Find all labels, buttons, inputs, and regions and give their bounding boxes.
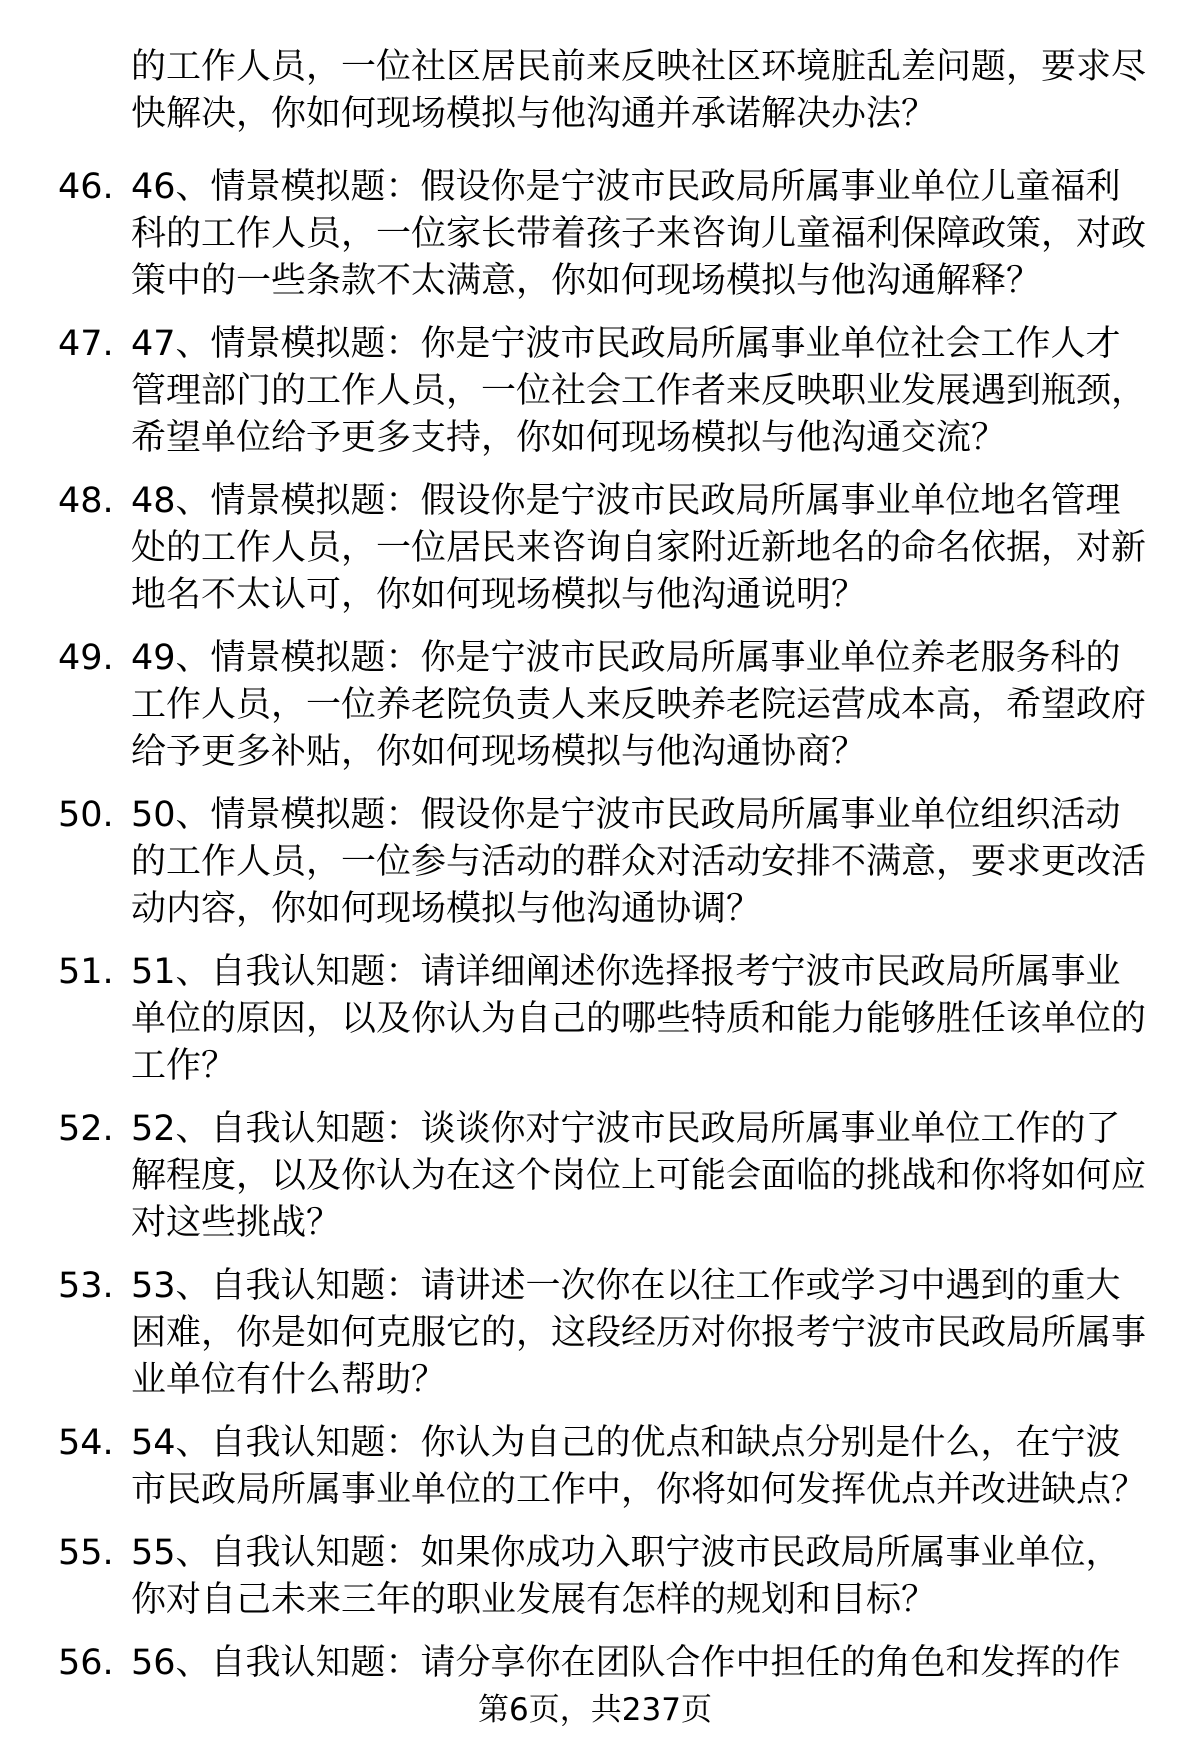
continuation-text: 的工作人员，一位社区居民前来反映社区环境脏乱差问题，要求尽快解决，你如何现场模拟与他沟通并承诺解决办法？: [131, 47, 1147, 134]
list-item: [0, 1640, 1190, 1687]
list-item: [0, 1263, 1190, 1404]
item-text: 52、自我认知题：谈谈你对宁波市民政局所属事业单位工作的了解程度，以及你认为在这个岗位上可能会面临的挑战和你将如何应对这些挑战？: [131, 1109, 1147, 1243]
item-number: 47.: [58, 324, 114, 364]
list-item: [0, 949, 1190, 1090]
item-number: 46.: [58, 167, 114, 207]
list-item-continuation: [0, 44, 1190, 138]
item-number: 53.: [58, 1266, 114, 1306]
item-text: 48、情景模拟题：假设你是宁波市民政局所属事业单位地名管理处的工作人员，一位居民来咨询自家附近新地名的命名依据，对新地名不太认可，你如何现场模拟与他沟通说明？: [131, 481, 1147, 615]
question-list: [0, 44, 1190, 1703]
item-text: 49、情景模拟题：你是宁波市民政局所属事业单位养老服务科的工作人员，一位养老院负责人来反映养老院运营成本高，希望政府给予更多补贴，你如何现场模拟与他沟通协商？: [131, 638, 1147, 772]
item-number: 48.: [58, 481, 114, 521]
list-item: [0, 1106, 1190, 1247]
item-text: 50、情景模拟题：假设你是宁波市民政局所属事业单位组织活动的工作人员，一位参与活动的群众对活动安排不满意，要求更改活动内容，你如何现场模拟与他沟通协调？: [131, 795, 1147, 929]
list-item: [0, 792, 1190, 933]
item-text: 54、自我认知题：你认为自己的优点和缺点分别是什么，在宁波市民政局所属事业单位的工作中，你将如何发挥优点并改进缺点？: [131, 1423, 1147, 1510]
list-item: [0, 164, 1190, 305]
item-number: 52.: [58, 1109, 114, 1149]
list-item: [0, 1530, 1190, 1624]
item-text: 56、自我认知题：请分享你在团队合作中担任的角色和发挥的作: [131, 1643, 1121, 1683]
item-text: 46、情景模拟题：假设你是宁波市民政局所属事业单位儿童福利科的工作人员，一位家长带着孩子来咨询儿童福利保障政策，对政策中的一些条款不太满意，你如何现场模拟与他沟通解释？: [131, 167, 1147, 301]
item-number: 51.: [58, 952, 114, 992]
item-text: 51、自我认知题：请详细阐述你选择报考宁波市民政局所属事业单位的原因，以及你认为自己的哪些特质和能力能够胜任该单位的工作？: [131, 952, 1147, 1086]
item-number: 56.: [58, 1643, 114, 1683]
item-number: 55.: [58, 1533, 114, 1573]
list-item: [0, 1420, 1190, 1514]
item-number: 54.: [58, 1423, 114, 1463]
list-item: [0, 478, 1190, 619]
item-text: 53、自我认知题：请讲述一次你在以往工作或学习中遇到的重大困难，你是如何克服它的，这段经历对你报考宁波市民政局所属事业单位有什么帮助？: [131, 1266, 1147, 1400]
item-number: 49.: [58, 638, 114, 678]
item-text: 47、情景模拟题：你是宁波市民政局所属事业单位社会工作人才管理部门的工作人员，一位社会工作者来反映职业发展遇到瓶颈，希望单位给予更多支持，你如何现场模拟与他沟通交流？: [131, 324, 1147, 458]
item-number: 50.: [58, 795, 114, 835]
item-text: 55、自我认知题：如果你成功入职宁波市民政局所属事业单位，你对自己未来三年的职业发展有怎样的规划和目标？: [131, 1533, 1121, 1620]
page-footer: 第6页，共237页: [478, 1692, 712, 1728]
list-item: [0, 635, 1190, 776]
list-item: [0, 321, 1190, 462]
